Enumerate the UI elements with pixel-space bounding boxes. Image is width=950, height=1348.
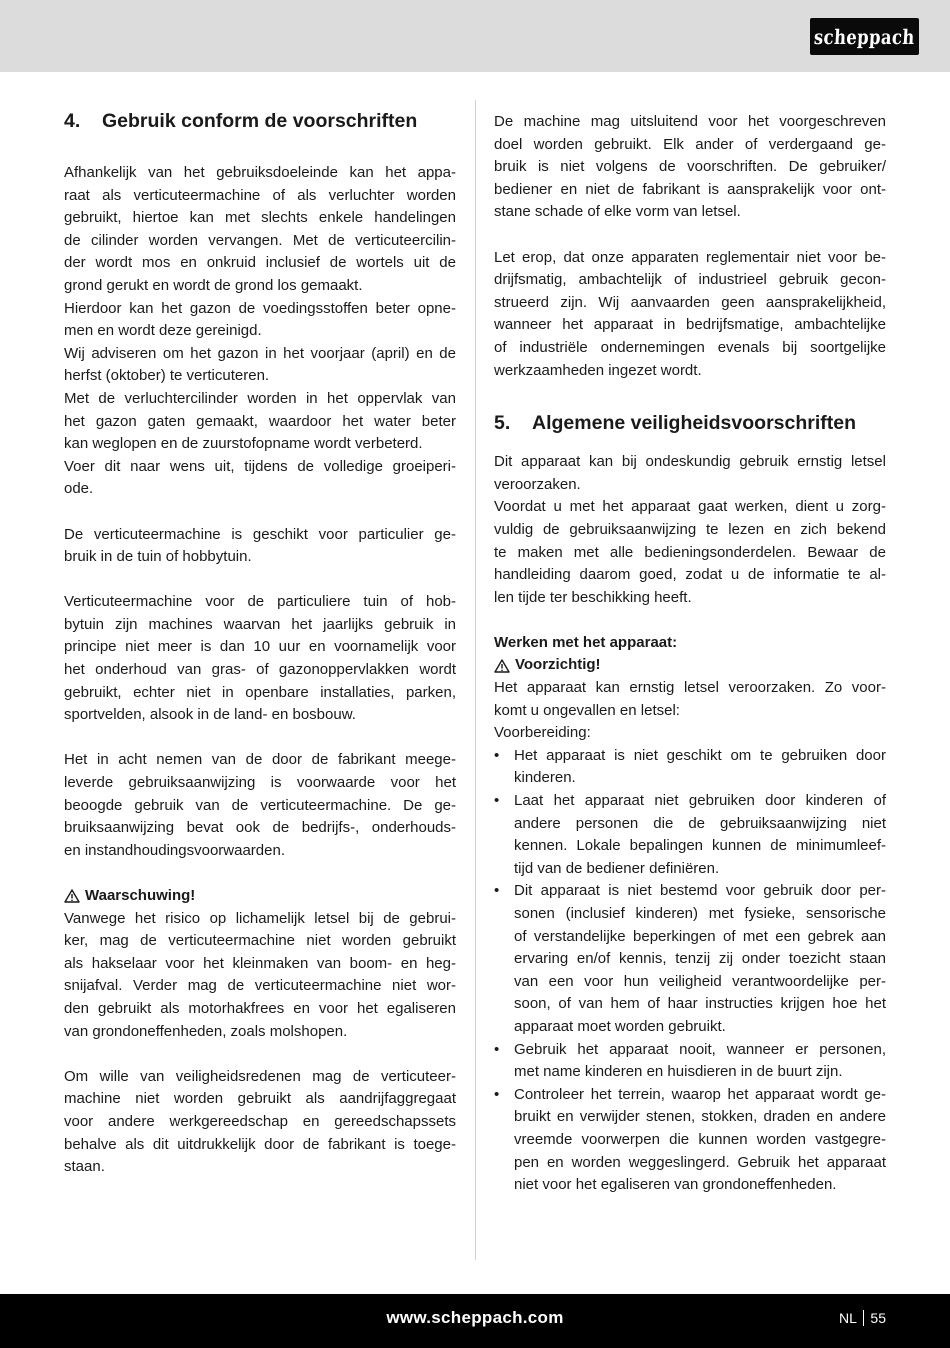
page-number: 55 [870,1310,886,1326]
header-band [0,0,950,72]
text-line: Het in acht nemen van de door de fabrikant meege- [64,751,456,769]
text-line: bytuin zijn machines waarvan het jaarlijks gebruik in [64,615,456,633]
text-line: leverde gebruiksaanwijzing is voorwaarde voor het [64,774,456,792]
right-column [494,111,886,1197]
subheading: Werken met het apparaat: [494,633,678,651]
text-line: bruiksaanwijzing bevat ook de bedrijfs-, onderhouds- [64,819,456,837]
text-line: het gazon gaten gemaakt, waardoor het water beter [64,412,456,430]
section-number: 4. [64,110,81,132]
bullet-marker: • [494,1085,500,1103]
text-line: doel worden gebruikt. Elk ander of verdergaand ge- [494,135,886,153]
text-line: grond gerukt en wordt de grond los gemaakt. [64,276,363,294]
text-line: komt u ongevallen en letsel: [494,701,680,719]
text-line: Controleer het terrein, waarop het apparaat wordt ge- [514,1085,886,1103]
bullet-item [494,745,886,790]
paragraph [494,111,886,224]
text-line: werkzaamheden ingezet wordt. [494,361,702,379]
text-line: met name kinderen en huisdieren in de buurt zijn. [514,1063,843,1081]
text-line: vreemde voorwerpen die kunnen worden vastgegre- [514,1130,886,1148]
text-line: andere personen die de gebruiksaanwijzing niet [514,814,886,832]
left-column [64,108,456,1179]
footer [0,1294,950,1348]
text-line: Gebruik het apparaat nooit, wanneer er personen, [514,1040,886,1058]
text-line: len tijde ter beschikking heeft. [494,588,692,606]
text-line: Dit apparaat kan bij ondeskundig gebruik ernstig letsel [494,453,886,471]
text-line: Voorbereiding: [494,724,591,742]
column-divider [475,100,476,1260]
section-number: 5. [494,412,511,435]
bullet-marker: • [494,882,500,900]
bullet-marker: • [494,792,500,810]
text-line: machine niet worden gebruikt als aandrijfaggregaat [64,1090,456,1108]
text-line: of industriële ondernemingen evenals bij soortgelijke [494,338,886,356]
section-title: Algemene veiligheidsvoorschriften [532,412,857,435]
text-line: soon, of van hem of haar instructies krijgen hoe het [514,995,886,1013]
language-code: NL [839,1310,857,1326]
warning-heading [64,885,456,908]
paragraph [64,591,456,727]
text-line: Verticuteermachine voor de particuliere tuin of hob- [64,593,456,611]
text-line: kan weglopen en de zuurstofopname wordt verbeterd. [64,435,423,453]
text-line: Met de verluchtercilinder worden in het oppervlak van [64,389,456,407]
text-line: Laat het apparaat niet gebruiken door kinderen of [514,792,886,810]
text-line: der wordt mos en onkruid inclusief de wortels uit de [64,254,456,272]
text-line: bediener en niet de fabrikant is aansprakelijk voor ont- [494,180,886,198]
text-line: Afhankelijk van het gebruiksdoeleinde kan het appa- [64,164,456,181]
section-5-heading [494,410,886,436]
text-line: gebruikt, echter niet in openbare installaties, parken, [64,683,456,701]
bullet-list [494,745,886,1197]
paragraph [494,451,886,609]
text-line: beoogde gebruik van de verticuteermachine. De ge- [64,796,456,814]
text-line: ervaring en/of kennis, tenzij zij onder toezicht staan [514,950,886,968]
text-line: gebruikt, hiertoe kan met slechts enkele handelingen [64,209,456,227]
text-line: Het apparaat kan ernstig letsel veroorzaken. Zo voor- [494,679,886,697]
text-line: de cilinder worden vervangen. Met de verticuteercilin- [64,231,456,249]
paragraph [494,247,886,383]
text-line: principe niet meer is dan 10 uur en voornamelijk voor [64,638,456,656]
text-line: bruik is niet volgens de voorschriften. De gebruiker/ [494,158,886,176]
text-line: Vanwege het risico op lichamelijk letsel bij de gebrui- [64,909,456,927]
text-line: vuldig de gebruiksaanwijzing te lezen en zich bekend [494,520,886,538]
paragraph [64,908,456,1044]
page-separator [863,1310,865,1326]
text-line: De verticuteermachine is geschikt voor particulier ge- [64,525,456,543]
text-line: handleiding daarom goed, zodat u de informatie te al- [494,566,886,584]
text-line: behalve als dit uitdrukkelijk door de fabrikant is toege- [64,1135,456,1153]
text-line: raat als verticuteermachine of als verluchter worden [64,186,456,204]
text-line: Het apparaat is niet geschikt om te gebruiken door [514,746,886,764]
text-line: strueerd zijn. Wij aanvaarden geen aansprakelijkheid, [494,293,886,311]
text-line: van een voor hun veiligheid verantwoordelijke per- [514,972,886,990]
text-line: stane schade of elke vorm van letsel. [494,203,741,221]
paragraph [64,749,456,862]
warning-title: Waarschuwing! [85,887,196,904]
text-line: De machine mag uitsluitend voor het voorgeschreven [494,113,886,130]
brand-logo-text: scheppach [813,24,916,49]
text-line: staan. [64,1158,105,1176]
text-line: Dit apparaat is niet bestemd voor gebruik door per- [514,882,886,900]
text-line: drijfsmatig, ambachtelijk of industrieel gebruik gecon- [494,271,886,289]
text-line: Hierdoor kan het gazon de voedingsstoffen beter opne- [64,299,456,317]
text-line: ode. [64,480,94,498]
text-line: den gebruikt als motorhakfrees en voor het egaliseren [64,999,456,1017]
section-4-heading [64,108,456,134]
text-line: bruikt en verwijder stenen, stokken, draden en andere [514,1108,886,1126]
caution-heading [494,654,886,677]
text-line: wanneer het apparaat in bedrijfsmatige, ambachtelijke [494,316,886,334]
warning-triangle-icon [494,659,510,673]
text-line: snijafval. Verder mag de verticuteermachine niet wor- [64,977,456,995]
text-line: Voer dit naar wens uit, tijdens de volledige groeiperi- [64,457,456,475]
text-line: pen en worden weggeslingerd. Gebruik het apparaat [514,1153,886,1171]
text-line: bruik in de tuin of hobbytuin. [64,548,252,566]
bullet-item [494,880,886,1038]
bullet-item [494,790,886,880]
bullet-marker: • [494,1040,500,1058]
text-line: Voordat u met het apparaat gaat werken, dient u zorg- [494,498,886,516]
text-line: of verstandelijke beperkingen of met een gebrek aan [514,927,886,945]
text-line: sportvelden, alsook in de land- en bosbouw. [64,706,356,724]
warning-triangle-icon [64,889,80,903]
text-line: kennen. Lokale bepalingen kunnen de minimumleef- [514,837,886,855]
text-line: van grondoneffenheden, zoals molshopen. [64,1022,348,1040]
caution-title: Voorzichtig! [515,656,601,674]
page-info [839,1310,886,1326]
text-line: men en wordt deze gereinigd. [64,322,262,340]
text-line: te maken met alle bedieningsonderdelen. Bewaar de [494,543,886,561]
website-url: www.scheppach.com [386,1308,564,1327]
bullet-item [494,1084,886,1197]
text-line: voor andere werkgereedschap en gereedschapssets [64,1112,456,1130]
text-line: en instandhoudingsvoorwaarden. [64,841,285,859]
paragraph [64,1066,456,1179]
bullet-marker: • [494,746,500,764]
text-line: apparaat moet worden gebruikt. [514,1017,726,1035]
paragraph [64,524,456,569]
paragraph [494,677,886,745]
bullet-item [494,1039,886,1084]
text-line: tijd van de bediener definiëren. [514,859,720,877]
text-line: Let erop, dat onze apparaten reglementair niet voor be- [494,248,886,266]
text-line: Wij adviseren om het gazon in het voorjaar (april) en de [64,344,456,362]
text-line: ker, mag de verticuteermachine niet worden gebruikt [64,932,456,950]
paragraph [64,162,456,501]
text-line: sonen (inclusief kinderen) met fysieke, sensorische [514,905,886,922]
text-line: Om wille van veiligheidsredenen mag de verticuteer- [64,1067,456,1085]
text-line: veroorzaken. [494,475,581,493]
section-title: Gebruik conform de voorschriften [102,110,418,132]
text-line: niet voor het egaliseren van grondoneffenheden. [514,1176,837,1194]
text-line: als hakselaar voor het kleinmaken van boom- en heg- [64,954,456,972]
text-line: kinderen. [514,769,576,787]
text-line: herfst (oktober) te verticuteren. [64,367,270,385]
brand-logo [810,18,919,55]
text-line: het onderhoud van gras- of gazonoppervlakken wordt [64,661,456,679]
